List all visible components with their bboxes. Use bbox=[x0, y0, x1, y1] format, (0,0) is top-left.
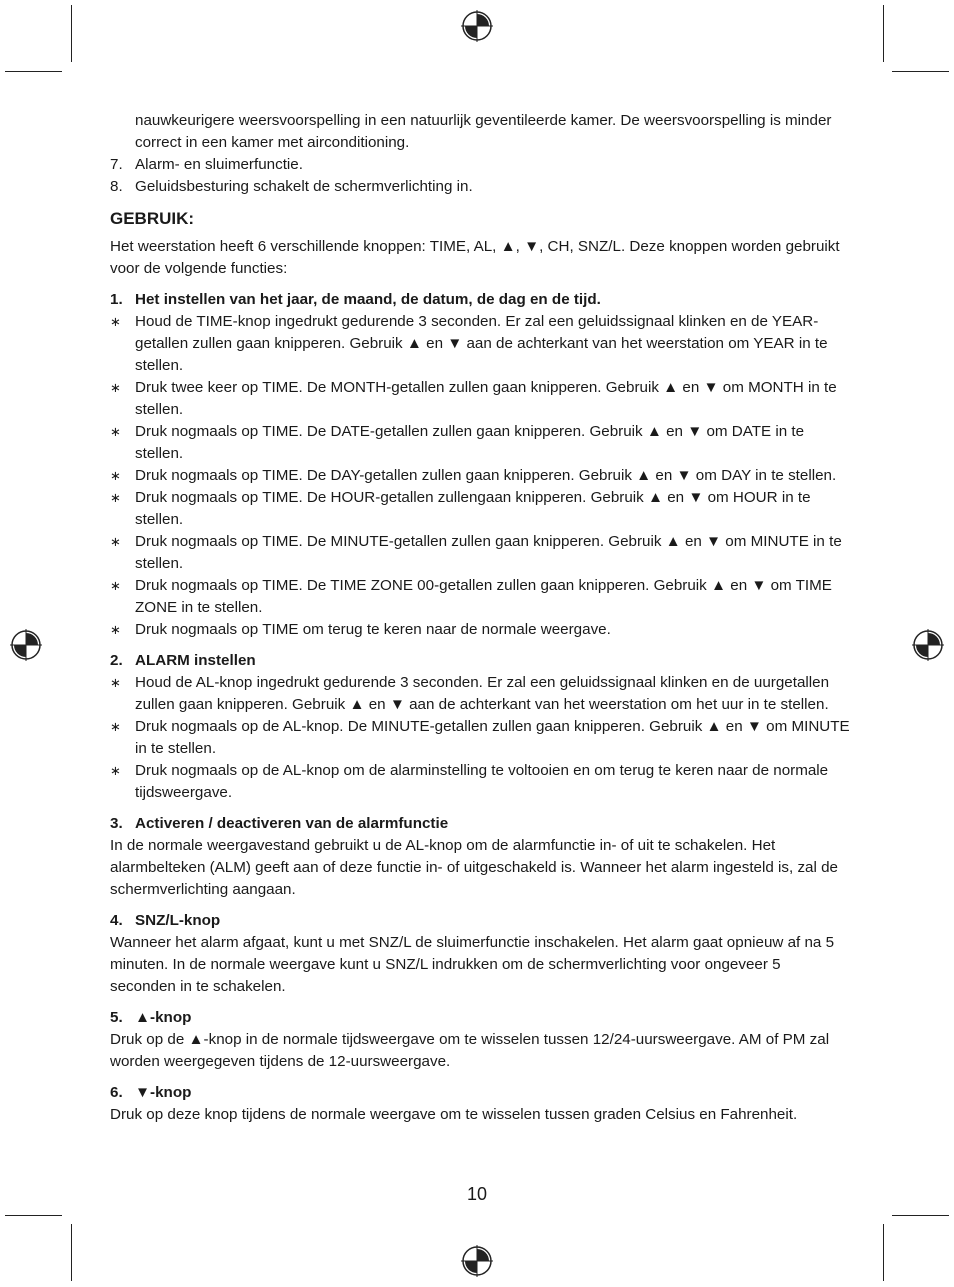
bullet-text: Druk nogmaals op TIME. De TIME ZONE 00-getallen zullen gaan knipperen. Gebruik ▲ en ▼ om TIME ZONE in te stellen. bbox=[135, 577, 832, 616]
crop-mark-top-right-vertical bbox=[883, 5, 884, 62]
section-number: 3. bbox=[110, 815, 123, 832]
section-4-title bbox=[110, 910, 850, 932]
bullet-item bbox=[110, 487, 850, 531]
section-5-body: Druk op de ▲-knop in de normale tijdsweergave om te wisselen tussen 12/24-uursweergave. AM of PM zal worden weergegeven tijdens de 12-uursweergave. bbox=[110, 1031, 830, 1070]
bullet-item bbox=[110, 716, 850, 760]
list-item bbox=[110, 154, 850, 176]
section-2-bullets bbox=[110, 672, 850, 804]
bullet-text: Druk nogmaals op TIME. De DATE-getallen zullen gaan knipperen. Gebruik ▲ en ▼ om DATE in te stellen. bbox=[135, 423, 805, 462]
section-3-body: In de normale weergavestand gebruikt u de AL-knop om de alarmfunctie in- of uit te schakelen. Het alarmbelteken (ALM) geeft aan of deze functie in- of uitgeschakeld is. Wanneer het alarm ingesteld is, zal de schermverlichting aangaan. bbox=[110, 837, 838, 898]
crop-mark-top-left-horizontal bbox=[5, 71, 62, 72]
list-item-text: Geluidsbesturing schakelt de schermverlichting in. bbox=[135, 178, 473, 195]
section-number: 6. bbox=[110, 1084, 123, 1101]
bullet-text: Houd de AL-knop ingedrukt gedurende 3 seconden. Er zal een geluidssignaal klinken en de uurgetallen zullen gaan knipperen. Gebruik ▲ en ▼ aan de achterkant van het weerstation om het uur in te stellen. bbox=[135, 674, 830, 713]
bullet-icon: ∗ bbox=[110, 622, 121, 637]
page-number: 10 bbox=[466, 1184, 488, 1204]
bullet-text: Houd de TIME-knop ingedrukt gedurende 3 seconden. Er zal een geluidssignaal klinken en de YEAR-getallen zullen gaan knipperen. Gebruik ▲ en ▼ aan de achterkant van het weerstation om YEAR in te stellen. bbox=[135, 313, 828, 374]
registration-mark-right-icon bbox=[912, 629, 944, 661]
section-1-title bbox=[110, 289, 850, 311]
bullet-text: Druk nogmaals op TIME. De HOUR-getallen zullengaan knipperen. Gebruik ▲ en ▼ om HOUR in te stellen. bbox=[135, 489, 811, 528]
section-5-title bbox=[110, 1007, 850, 1029]
crop-mark-bottom-left-horizontal bbox=[5, 1215, 62, 1216]
crop-mark-bottom-left-vertical bbox=[71, 1224, 72, 1281]
bullet-icon: ∗ bbox=[110, 763, 121, 778]
bullet-icon: ∗ bbox=[110, 314, 121, 329]
section-6-body: Druk op deze knop tijdens de normale weergave om te wisselen tussen graden Celsius en Fahrenheit. bbox=[110, 1106, 798, 1123]
bullet-text: Druk nogmaals op TIME. De MINUTE-getallen zullen gaan knipperen. Gebruik ▲ en ▼ om MINUTE in te stellen. bbox=[135, 533, 842, 572]
page-content bbox=[110, 110, 850, 1126]
bullet-icon: ∗ bbox=[110, 490, 121, 505]
section-1-bullets bbox=[110, 311, 850, 641]
crop-mark-bottom-right-vertical bbox=[883, 1224, 884, 1281]
bullet-item bbox=[110, 377, 850, 421]
bullet-icon: ∗ bbox=[110, 380, 121, 395]
bullet-icon: ∗ bbox=[110, 424, 121, 439]
bullet-item bbox=[110, 760, 850, 804]
list-item bbox=[110, 176, 850, 198]
bullet-text: Druk nogmaals op TIME om terug te keren naar de normale weergave. bbox=[135, 621, 611, 638]
section-heading: GEBRUIK: bbox=[110, 209, 195, 228]
section-4-body: Wanneer het alarm afgaat, kunt u met SNZ/L de sluimerfunctie inschakelen. Het alarm gaat opnieuw af na 5 minuten. In de normale weergave kunt u SNZ/L indrukken om de schermverlichting voor ongeveer 5 seconden in te schakelen. bbox=[110, 934, 835, 995]
bullet-text: Druk nogmaals op TIME. De DAY-getallen zullen gaan knipperen. Gebruik ▲ en ▼ om DAY in te stellen. bbox=[135, 467, 837, 484]
bullet-text: Druk twee keer op TIME. De MONTH-getallen zullen gaan knipperen. Gebruik ▲ en ▼ om MONTH in te stellen. bbox=[135, 379, 837, 418]
bullet-item bbox=[110, 421, 850, 465]
bullet-icon: ∗ bbox=[110, 675, 121, 690]
registration-mark-top-icon bbox=[461, 10, 493, 42]
bullet-item bbox=[110, 531, 850, 575]
bullet-item bbox=[110, 672, 850, 716]
bullet-item bbox=[110, 575, 850, 619]
registration-mark-left-icon bbox=[10, 629, 42, 661]
list-item-number: 7. bbox=[110, 156, 123, 173]
bullet-icon: ∗ bbox=[110, 534, 121, 549]
section-number: 2. bbox=[110, 652, 123, 669]
registration-mark-bottom-icon bbox=[461, 1245, 493, 1277]
bullet-item bbox=[110, 619, 850, 641]
section-title-text: SNZ/L-knop bbox=[135, 912, 221, 929]
section-number: 1. bbox=[110, 291, 123, 308]
crop-mark-top-left-vertical bbox=[71, 5, 72, 62]
bullet-icon: ∗ bbox=[110, 468, 121, 483]
section-title-text: ▲-knop bbox=[135, 1009, 192, 1026]
list-item-number: 8. bbox=[110, 178, 123, 195]
section-title-text: Het instellen van het jaar, de maand, de datum, de dag en de tijd. bbox=[135, 291, 601, 308]
section-title-text: ▼-knop bbox=[135, 1084, 192, 1101]
bullet-icon: ∗ bbox=[110, 719, 121, 734]
bullet-item bbox=[110, 311, 850, 377]
crop-mark-bottom-right-horizontal bbox=[892, 1215, 949, 1216]
bullet-icon: ∗ bbox=[110, 578, 121, 593]
section-3-title bbox=[110, 813, 850, 835]
section-number: 5. bbox=[110, 1009, 123, 1026]
continuation-paragraph: nauwkeurigere weersvoorspelling in een natuurlijk geventileerde kamer. De weersvoorspelling is minder correct in een kamer met airconditioning. bbox=[135, 112, 832, 151]
bullet-text: Druk nogmaals op de AL-knop om de alarminstelling te voltooien en om terug te keren naar de normale tijdsweergave. bbox=[135, 762, 829, 801]
section-title-text: ALARM instellen bbox=[135, 652, 256, 669]
intro-paragraph: Het weerstation heeft 6 verschillende knoppen: TIME, AL, ▲, ▼, CH, SNZ/L. Deze knoppen worden gebruikt voor de volgende functies: bbox=[110, 238, 840, 277]
bullet-item bbox=[110, 465, 850, 487]
section-number: 4. bbox=[110, 912, 123, 929]
section-title-text: Activeren / deactiveren van de alarmfunctie bbox=[135, 815, 449, 832]
bullet-text: Druk nogmaals op de AL-knop. De MINUTE-getallen zullen gaan knipperen. Gebruik ▲ en ▼ om MINUTE in te stellen. bbox=[135, 718, 850, 757]
section-6-title bbox=[110, 1082, 850, 1104]
crop-mark-top-right-horizontal bbox=[892, 71, 949, 72]
list-item-text: Alarm- en sluimerfunctie. bbox=[135, 156, 303, 173]
section-2-title bbox=[110, 650, 850, 672]
